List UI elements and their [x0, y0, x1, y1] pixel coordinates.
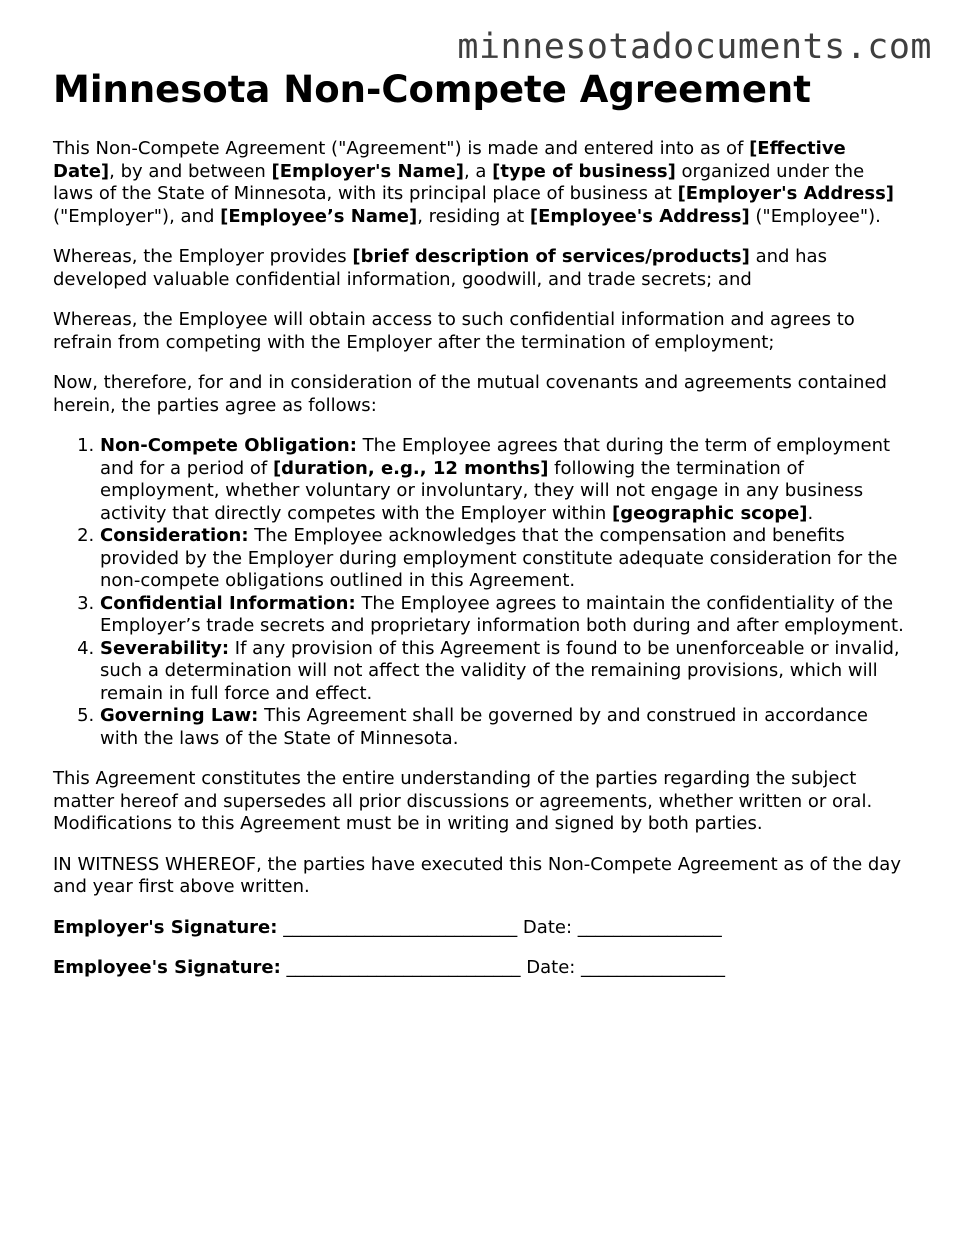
employee-address-placeholder: [Employee's Address]	[529, 205, 750, 227]
clause-heading: Governing Law:	[100, 705, 259, 726]
employee-date-field[interactable]: Date: ________________	[526, 957, 726, 978]
clause-text: .	[807, 502, 814, 524]
clause-text: The Employee agrees to maintain the confidentiality of the Employer’s trade secrets and proprietary information both during and after employment.	[100, 592, 904, 636]
watermark: minnesotadocuments.com	[457, 27, 932, 67]
document-title: Minnesota Non-Compete Agreement	[53, 68, 811, 111]
employer-signature-line	[53, 917, 905, 940]
intro-text-5: ("Employer"), and	[53, 205, 221, 227]
intro-text-1: This Non-Compete Agreement ("Agreement") is made and entered into as of	[53, 138, 750, 159]
clause-non-compete	[100, 435, 905, 525]
clause-text: If any provision of this Agreement is found to be unenforceable or invalid, such a determination will not affect the validity of the remaining provisions, which will remain in full force and effect.	[100, 637, 900, 704]
clause-confidential-information	[100, 593, 905, 638]
employer-name-placeholder: [Employer's Name]	[271, 160, 464, 182]
intro-text-4: organized under the laws of the State of Minnesota, with its principal place of business at	[53, 160, 865, 204]
employee-signature-label: Employee's Signature:	[53, 957, 281, 978]
clause-text: The Employee acknowledges that the compensation and benefits provided by the Employer during employment constitute adequate consideration for the non-compete obligations outlined in this Agreement.	[100, 525, 898, 591]
intro-text-3: , a	[463, 160, 493, 182]
business-type-placeholder: [type of business]	[492, 160, 676, 182]
clause-text: The Employee agrees that during the term of employment and for a period of	[100, 435, 891, 479]
effective-date-placeholder: [Effective Date]	[53, 138, 846, 182]
clause-heading: Confidential Information:	[100, 592, 356, 614]
whereas1-text-2: and has developed valuable confidential information, goodwill, and trade secrets; and	[53, 246, 827, 290]
document-body	[53, 68, 905, 980]
now-therefore-paragraph: Now, therefore, for and in consideration of the mutual covenants and agreements contained herein, the parties agree as follows:	[53, 372, 887, 416]
duration-placeholder: [duration, e.g., 12 months]	[272, 457, 549, 479]
geographic-scope-placeholder: [geographic scope]	[612, 502, 808, 524]
whereas-paragraph-1	[53, 246, 905, 291]
intro-text-6: , residing at	[417, 205, 530, 227]
employer-signature-label: Employer's Signature:	[53, 916, 278, 938]
whereas1-text-1: Whereas, the Employer provides	[53, 246, 353, 267]
clauses-list	[53, 435, 905, 750]
employee-signature-line	[53, 957, 905, 980]
whereas-paragraph-2: Whereas, the Employee will obtain access to such confidential information and agrees to refrain from competing with the Employer after the termination of employment;	[53, 309, 855, 353]
intro-paragraph	[53, 138, 905, 228]
clause-heading: Severability:	[100, 637, 230, 659]
entire-agreement-paragraph: This Agreement constitutes the entire understanding of the parties regarding the subject matter hereof and supersedes all prior discussions or agreements, whether written or oral. Modifications to this Agreement must be in writing and signed by both parties.	[53, 768, 873, 834]
intro-text-7: ("Employee").	[749, 205, 881, 227]
employee-signature-blank[interactable]: __________________________	[280, 957, 527, 978]
employer-date-field[interactable]: Date: ________________	[522, 916, 722, 938]
witness-paragraph: IN WITNESS WHEREOF, the parties have executed this Non-Compete Agreement as of the day and year first above written.	[53, 853, 901, 897]
clause-consideration	[100, 525, 905, 593]
clause-heading: Consideration:	[100, 525, 249, 546]
employee-name-placeholder: [Employee’s Name]	[220, 205, 418, 227]
clause-governing-law	[100, 705, 905, 750]
employer-signature-blank[interactable]: __________________________	[277, 916, 523, 938]
clause-severability	[100, 638, 905, 706]
intro-text-2: , by and between	[109, 160, 272, 182]
clause-text: following the termination of employment, whether voluntary or involuntary, they will not engage in any business activity that directly competes with the Employer within	[100, 457, 864, 524]
clause-heading: Non-Compete Obligation:	[100, 435, 357, 456]
clause-text: This Agreement shall be governed by and construed in accordance with the laws of the State of Minnesota.	[100, 705, 868, 749]
services-placeholder: [brief description of services/products]	[352, 246, 750, 267]
employer-address-placeholder: [Employer's Address]	[677, 183, 895, 204]
